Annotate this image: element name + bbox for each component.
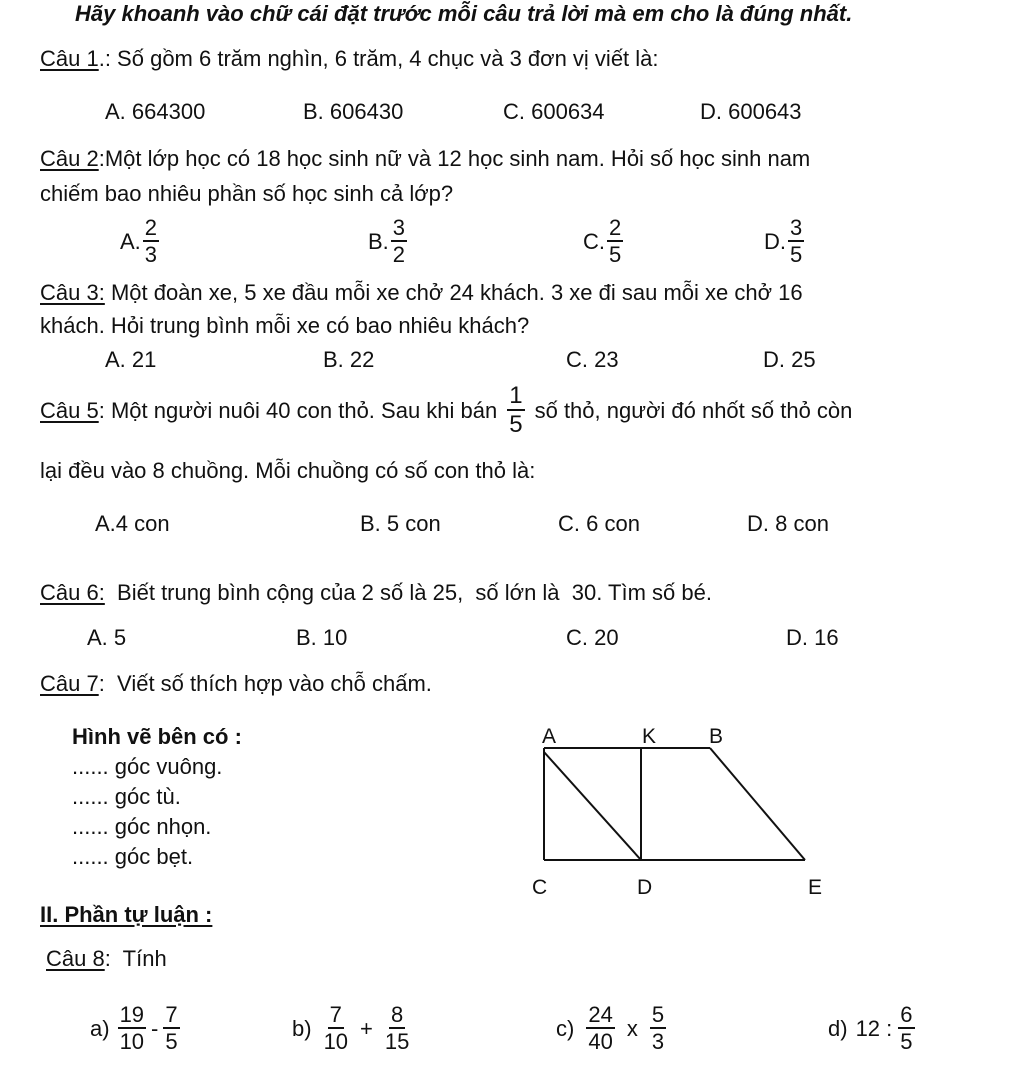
fraction-denominator: 15	[384, 1029, 410, 1054]
fraction-denominator: 5	[790, 242, 803, 267]
fraction-denominator: 10	[323, 1029, 349, 1054]
point-label-b: B	[709, 725, 724, 748]
fraction-denominator: 5	[509, 411, 523, 438]
q8-d-lead: 12 :	[855, 1015, 893, 1041]
fraction-denominator: 5	[609, 242, 622, 267]
question-5-label: Câu 5	[40, 397, 99, 423]
fraction-numerator: 24	[588, 1002, 613, 1027]
question-3-line2: khách. Hỏi trung bình mỗi xe có bao nhiêu khách?	[40, 313, 530, 338]
question-3-line1: Một đoàn xe, 5 xe đầu mỗi xe chở 24 khách. 3 xe đi sau mỗi xe chở 16	[104, 280, 803, 305]
q6-option-d[interactable]: D. 16	[786, 625, 839, 650]
q8-b-fraction-2	[385, 1004, 409, 1053]
q8-item-a	[90, 1004, 182, 1053]
fraction-numerator: 1	[509, 382, 523, 409]
fraction-numerator: 6	[900, 1002, 913, 1027]
geometry-figure	[520, 720, 840, 900]
q8-item-c	[556, 1004, 668, 1053]
fraction-denominator: 3	[144, 242, 158, 267]
q5-option-c[interactable]: C. 6 con	[558, 511, 640, 536]
fraction-numerator: 3	[392, 215, 406, 240]
question-7-text: : Viết số thích hợp vào chỗ chấm.	[98, 671, 432, 696]
question-1-text: .: Số gồm 6 trăm nghìn, 6 trăm, 4 chục và 3 đơn vị viết là:	[98, 46, 659, 71]
q3-option-a[interactable]: A. 21	[105, 347, 157, 372]
q8-a-operator: -	[151, 1015, 159, 1041]
q6-option-a[interactable]: A. 5	[87, 625, 127, 650]
question-8-label: Câu 8	[46, 946, 105, 971]
fraction-denominator: 40	[588, 1029, 613, 1054]
q2-option-a-letter: A.	[120, 228, 141, 254]
q8-d-fraction	[898, 1004, 914, 1053]
q2-option-d-letter: D.	[764, 228, 786, 254]
fraction-numerator: 2	[144, 215, 158, 240]
q3-option-c[interactable]: C. 23	[566, 347, 619, 372]
q1-option-b[interactable]: B. 606430	[303, 99, 404, 124]
fraction-numerator: 3	[790, 215, 803, 240]
q8-item-b	[292, 1004, 411, 1053]
q8-c-fraction-1	[586, 1004, 614, 1053]
question-2-line1: :Một lớp học có 18 học sinh nữ và 12 học sinh nam. Hỏi số học sinh nam	[98, 146, 811, 171]
question-5-line2: lại đều vào 8 chuồng. Mỗi chuồng có số con thỏ là:	[40, 458, 536, 483]
figure-intro: Hình vẽ bên có :	[72, 724, 242, 749]
q8-item-a-tag: a)	[90, 1015, 110, 1041]
point-label-d: D	[637, 876, 653, 899]
q8-item-c-tag: c)	[556, 1015, 575, 1041]
question-3	[40, 282, 803, 304]
q5-option-d[interactable]: D. 8 con	[747, 511, 829, 536]
page-title: Hãy khoanh vào chữ cái đặt trước mỗi câu trả lời mà em cho là đúng nhất.	[75, 1, 853, 26]
q1-option-d[interactable]: D. 600643	[700, 99, 802, 124]
q8-a-fraction-2	[163, 1004, 179, 1053]
point-label-a: A	[542, 725, 557, 748]
q2-option-c[interactable]	[583, 217, 625, 266]
fraction-numerator: 5	[651, 1002, 665, 1027]
q2-option-b[interactable]	[368, 217, 409, 266]
fraction-numerator: 7	[329, 1002, 342, 1027]
question-6	[40, 582, 712, 604]
q8-item-d	[828, 1004, 917, 1053]
question-2	[40, 148, 810, 170]
fraction-numerator: 2	[609, 215, 622, 240]
question-6-label: Câu 6:	[40, 580, 105, 605]
question-8-text: : Tính	[104, 946, 167, 971]
fraction-numerator: 8	[391, 1002, 404, 1027]
q2-option-d-fraction	[788, 217, 804, 266]
question-5-text-before: : Một người nuôi 40 con thỏ. Sau khi bán	[98, 397, 498, 423]
question-7	[40, 673, 432, 695]
q2-option-a[interactable]	[120, 217, 161, 266]
q2-option-d[interactable]	[764, 217, 806, 266]
part-2-heading: II. Phần tự luận :	[40, 902, 213, 927]
fraction-denominator: 5	[165, 1029, 178, 1054]
fraction-denominator: 10	[119, 1029, 145, 1054]
q8-item-b-tag: b)	[292, 1015, 312, 1041]
q5-option-b[interactable]: B. 5 con	[360, 511, 441, 536]
question-2-label: Câu 2	[40, 146, 99, 171]
q2-option-b-letter: B.	[368, 228, 389, 254]
question-5-fraction	[507, 384, 524, 437]
question-6-text: Biết trung bình cộng của 2 số là 25, số lớn là 30. Tìm số bé.	[104, 580, 712, 605]
fraction-denominator: 3	[651, 1029, 665, 1054]
question-2-line2: chiếm bao nhiêu phần số học sinh cả lớp?	[40, 181, 454, 206]
q2-option-a-fraction	[143, 217, 159, 266]
fraction-denominator: 5	[900, 1029, 913, 1054]
q8-c-fraction-2	[650, 1004, 666, 1053]
segment-ad	[544, 752, 641, 860]
q8-a-fraction-1	[118, 1004, 146, 1053]
point-label-e: E	[808, 876, 823, 899]
q6-option-b[interactable]: B. 10	[296, 625, 348, 650]
q3-option-b[interactable]: B. 22	[323, 347, 375, 372]
q2-option-b-fraction	[391, 217, 407, 266]
question-5	[40, 384, 852, 437]
q2-option-c-fraction	[607, 217, 623, 266]
q6-option-c[interactable]: C. 20	[566, 625, 619, 650]
question-1	[40, 48, 659, 70]
fraction-numerator: 19	[119, 1002, 145, 1027]
blank-straight-angle[interactable]: ...... góc bẹt.	[72, 844, 194, 869]
q5-option-a[interactable]: A.4 con	[95, 511, 170, 536]
blank-obtuse-angle[interactable]: ...... góc tù.	[72, 784, 181, 809]
q2-option-c-letter: C.	[583, 228, 605, 254]
q8-c-operator: x	[626, 1015, 638, 1041]
fraction-numerator: 7	[165, 1002, 178, 1027]
question-7-label: Câu 7	[40, 671, 99, 696]
question-1-label: Câu 1	[40, 46, 99, 71]
q1-option-a[interactable]: A. 664300	[105, 99, 206, 124]
q1-option-c[interactable]: C. 600634	[503, 99, 605, 124]
question-3-label: Câu 3:	[40, 280, 105, 305]
q8-item-d-tag: d)	[828, 1015, 848, 1041]
q3-option-d[interactable]: D. 25	[763, 347, 816, 372]
q8-b-operator: +	[360, 1015, 373, 1041]
point-label-k: K	[642, 725, 657, 748]
fraction-denominator: 2	[392, 242, 406, 267]
question-8	[46, 948, 167, 970]
point-label-c: C	[532, 876, 548, 899]
blank-right-angle[interactable]: ...... góc vuông.	[72, 754, 223, 779]
question-5-text-after: số thỏ, người đó nhốt số thỏ còn	[534, 397, 853, 423]
blank-acute-angle[interactable]: ...... góc nhọn.	[72, 814, 212, 839]
segment-be	[710, 748, 805, 860]
q8-b-fraction-1	[324, 1004, 348, 1053]
